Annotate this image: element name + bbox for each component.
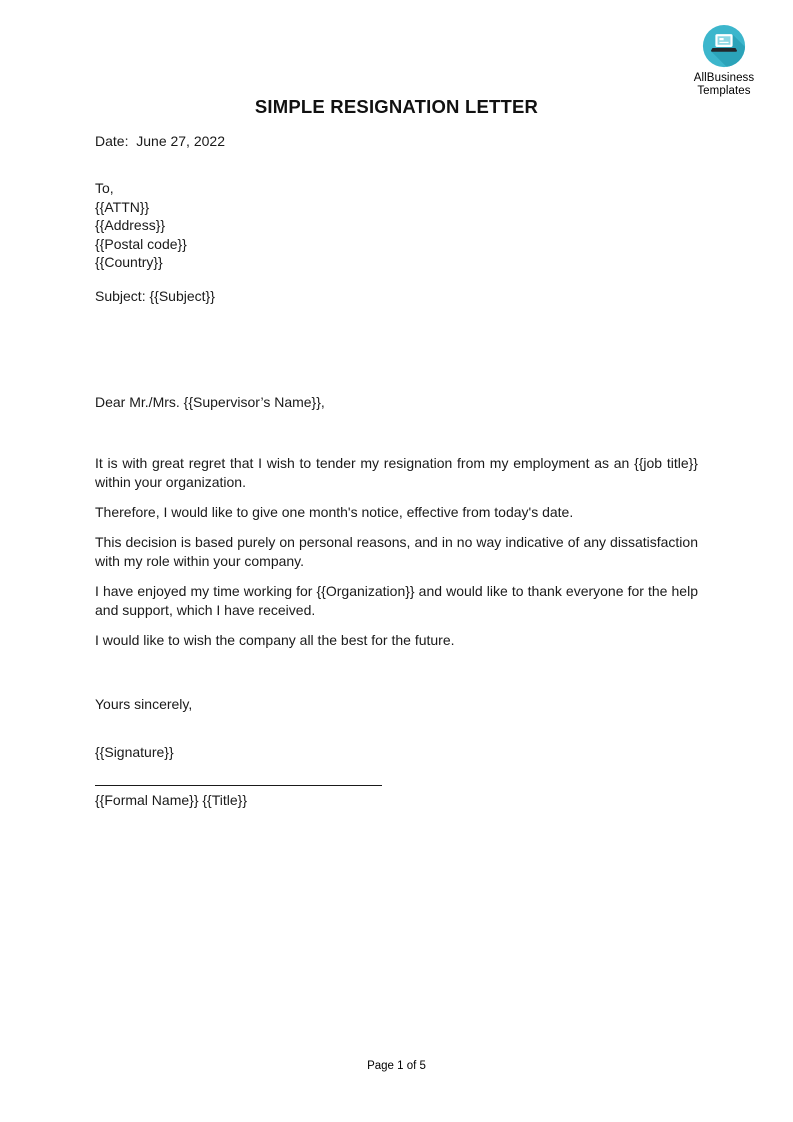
laptop-icon [701, 24, 747, 70]
signature-line [95, 785, 382, 786]
brand-name-line1: AllBusiness [693, 72, 755, 84]
closing-line: Yours sincerely, [95, 696, 193, 712]
letter-body [95, 454, 698, 661]
salutation: Dear Mr./Mrs. {{Supervisor’s Name}}, [95, 394, 325, 410]
recipient-attn-placeholder: {{ATTN}} [95, 198, 150, 215]
signer-name-title: {{Formal Name}} {{Title}} [95, 792, 248, 808]
paragraph-wishes: I would like to wish the company all the best for the future. [95, 632, 455, 648]
signature-placeholder: {{Signature}} [95, 744, 174, 760]
date-line: Date: June 27, 2022 [95, 133, 225, 149]
recipient-address-placeholder: {{Address}} [95, 217, 166, 233]
recipient-country-placeholder: {{Country}} [95, 254, 163, 270]
recipient-block [95, 179, 698, 272]
page-title: SIMPLE RESIGNATION LETTER [254, 96, 539, 117]
brand-logo [664, 24, 784, 97]
recipient-postal-placeholder: {{Postal code}} [95, 235, 187, 252]
brand-name-line2: Templates [697, 84, 751, 97]
page-number: Page 1 of 5 [367, 1060, 426, 1072]
paragraph-resignation: It is with great regret that I wish to tender my resignation from my employment as an {{job title}} within your organization. [95, 455, 698, 490]
recipient-to: To, [95, 180, 114, 196]
paragraph-notice: Therefore, I would like to give one month's notice, effective from today's date. [95, 504, 574, 520]
paragraph-thanks: I have enjoyed my time working for {{Organization}} and would like to thank everyone for the help and support, which I have received. [95, 583, 698, 618]
brand-name [664, 72, 784, 97]
paragraph-reasons: This decision is based purely on personal reasons, and in no way indicative of any dissatisfaction with my role within your company. [95, 534, 698, 569]
subject-line: Subject: {{Subject}} [95, 288, 215, 304]
